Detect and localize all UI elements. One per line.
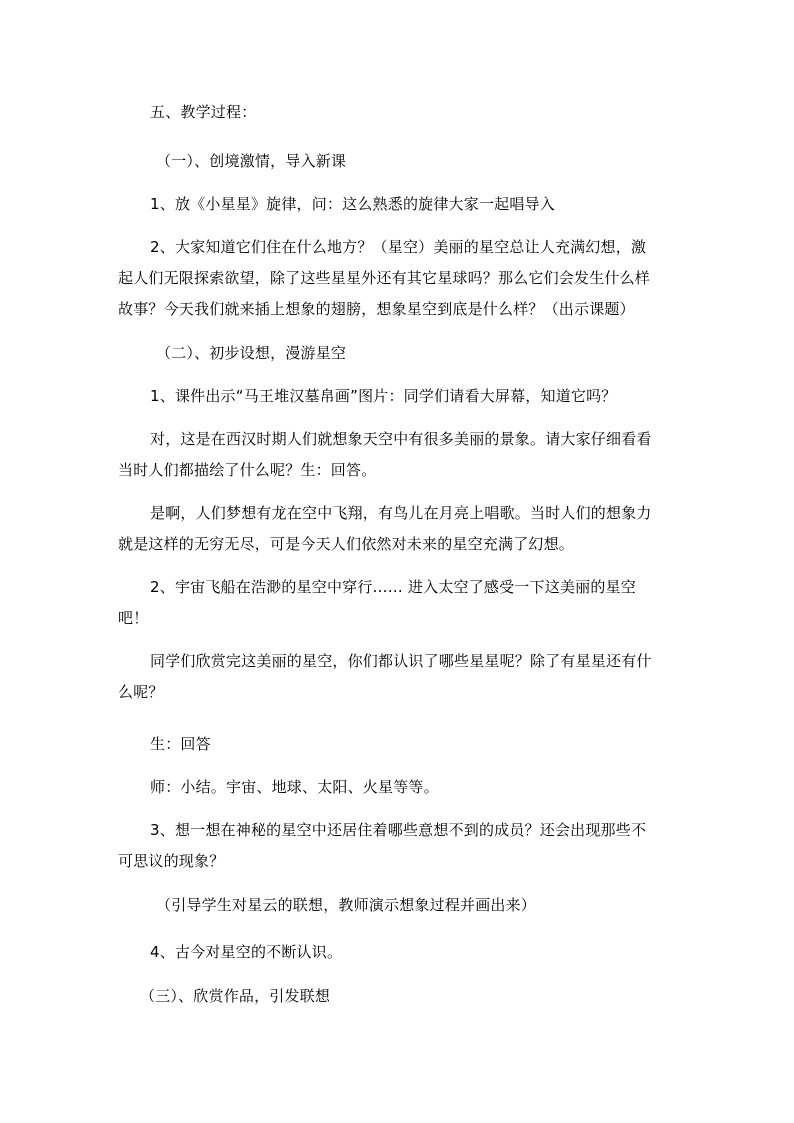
paragraph-line: 1、课件出示“马王堆汉墓帛画”图片：同学们请看大屏幕，知道它吗？: [150, 387, 617, 405]
paragraph-line: 4、古今对星空的不断认识。: [150, 943, 343, 961]
paragraph-line: 么呢？: [118, 683, 164, 701]
paragraph-line: 吧！: [118, 609, 149, 627]
paragraph-line: 对，这是在西汉时期人们就想象天空中有很多美丽的景象。请大家仔细看看: [150, 430, 652, 448]
paragraph-line: 2、大家知道它们住在什么地方？（星空）美丽的星空总让人充满幻想，激: [150, 238, 647, 256]
paragraph-line: （引导学生对星云的联想，教师演示想象过程并画出来）: [156, 896, 537, 914]
subsection-heading-1: （一）、创境激情，导入新课: [156, 152, 347, 170]
paragraph-line: 1、放《小星星》旋律，问：这么熟悉的旋律大家一起唱导入: [150, 195, 555, 213]
subsection-heading-2: （二）、初步设想，漫游星空: [156, 344, 347, 362]
paragraph-line: 2、宇宙飞船在浩渺的星空中穿行…… 进入太空了感受一下这美丽的星空: [150, 578, 636, 596]
paragraph-line: 可思议的现象？: [118, 852, 225, 870]
paragraph-line: 3、想一想在神秘的星空中还居住着哪些意想不到的成员？还会出现那些不: [150, 821, 647, 839]
subsection-heading-3: （三）、欣赏作品，引发联想: [140, 987, 331, 1005]
paragraph-line: 同学们欣赏完这美丽的星空，你们都认识了哪些星星呢？除了有星星还有什: [150, 652, 652, 670]
paragraph-line: 就是这样的无穷无尽，可是今天人们依然对未来的星空充满了幻想。: [118, 535, 575, 553]
paragraph-line: 当时人们都描绘了什么呢？生：回答。: [118, 461, 377, 479]
paragraph-line: 是啊，人们梦想有龙在空中飞翔，有鸟儿在月亮上唱歌。当时人们的想象力: [150, 504, 652, 522]
paragraph-line: 起人们无限探索欲望，除了这些星星外还有其它星球吗？那么它们会发生什么样: [118, 269, 651, 287]
section-heading: 五、教学过程：: [150, 103, 257, 121]
paragraph-line: 生：回答: [150, 735, 211, 753]
paragraph-line: 师：小结。宇宙、地球、太阳、火星等等。: [150, 778, 439, 796]
paragraph-line: 故事？今天我们就来插上想象的翅膀，想象星空到底是什么样？（出示课题）: [118, 300, 635, 318]
